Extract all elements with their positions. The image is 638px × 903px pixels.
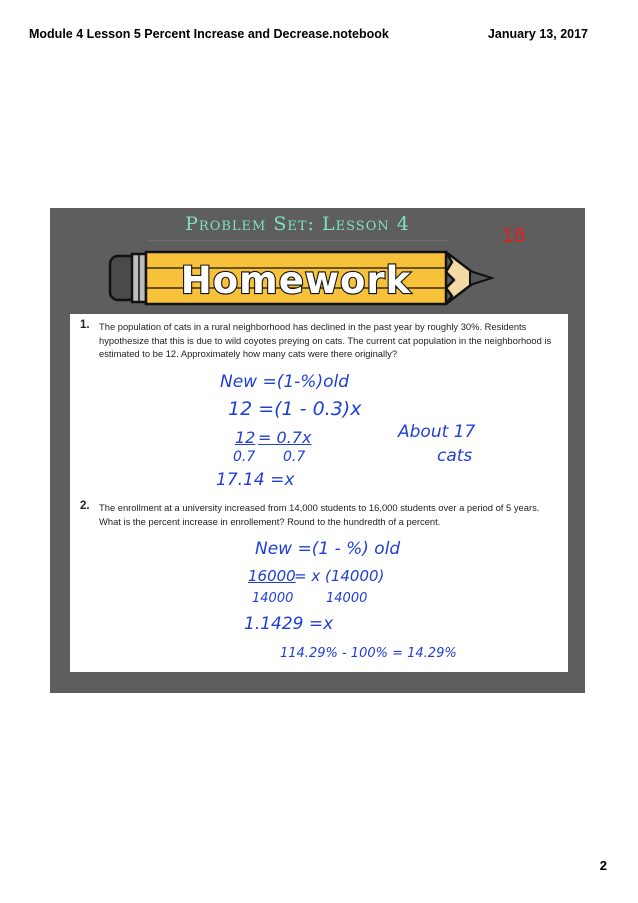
work-line: 14000 xyxy=(326,591,368,606)
page-number: 2 xyxy=(599,858,607,873)
banner-text: Homework xyxy=(180,259,412,302)
work-line: 0.7 xyxy=(233,449,256,465)
work-line: = x (14000) xyxy=(294,567,385,585)
problem-number: 2. xyxy=(80,500,90,512)
work-line: 1.1429 =x xyxy=(244,614,334,634)
work-line: 114.29% - 100% = 14.29% xyxy=(280,646,457,661)
work-line: New =(1-%)old xyxy=(220,372,350,392)
problem-text: The population of cats in a rural neighborhood has declined in the past year by roughly 30%. Residents hypothesize that this is due to wild coyotes preying on cats. The current cat population in the neighborhood is estimated to be 12. Approximately how many cats were there originally? xyxy=(99,321,552,360)
problem-number: 1. xyxy=(80,319,90,331)
work-line: New =(1 - %) old xyxy=(255,539,401,559)
work-line: 17.14 =x xyxy=(216,470,295,490)
work-line: 14000 xyxy=(252,591,294,606)
document-date: January 13, 2017 xyxy=(487,27,588,41)
answer-note: cats xyxy=(437,446,473,466)
homework-pencil-banner xyxy=(108,244,498,314)
answer-note: About 17 xyxy=(398,422,476,442)
slide-number: 18 xyxy=(502,224,526,247)
work-line: 12 =(1 - 0.3)x xyxy=(228,398,362,420)
document-title: Module 4 Lesson 5 Percent Increase and Decrease.notebook xyxy=(29,27,389,41)
title-divider xyxy=(148,240,448,241)
work-line: 12 xyxy=(235,428,256,447)
problem-2 xyxy=(80,501,555,528)
problem-text: The enrollment at a university increased from 14,000 students to 16,000 students over a period of 5 years. What is the percent increase in enrollement? Round to the hundredth of a percent. xyxy=(99,502,540,527)
work-line: 16000 xyxy=(248,567,296,585)
work-line: 0.7 xyxy=(283,449,306,465)
pencil-lead xyxy=(470,271,492,285)
problem-1 xyxy=(80,320,555,361)
worksheet xyxy=(70,314,568,672)
slide-title: Problem Set: Lesson 4 xyxy=(185,213,410,235)
work-line: = 0.7x xyxy=(258,428,312,447)
notebook-slide xyxy=(50,208,585,693)
